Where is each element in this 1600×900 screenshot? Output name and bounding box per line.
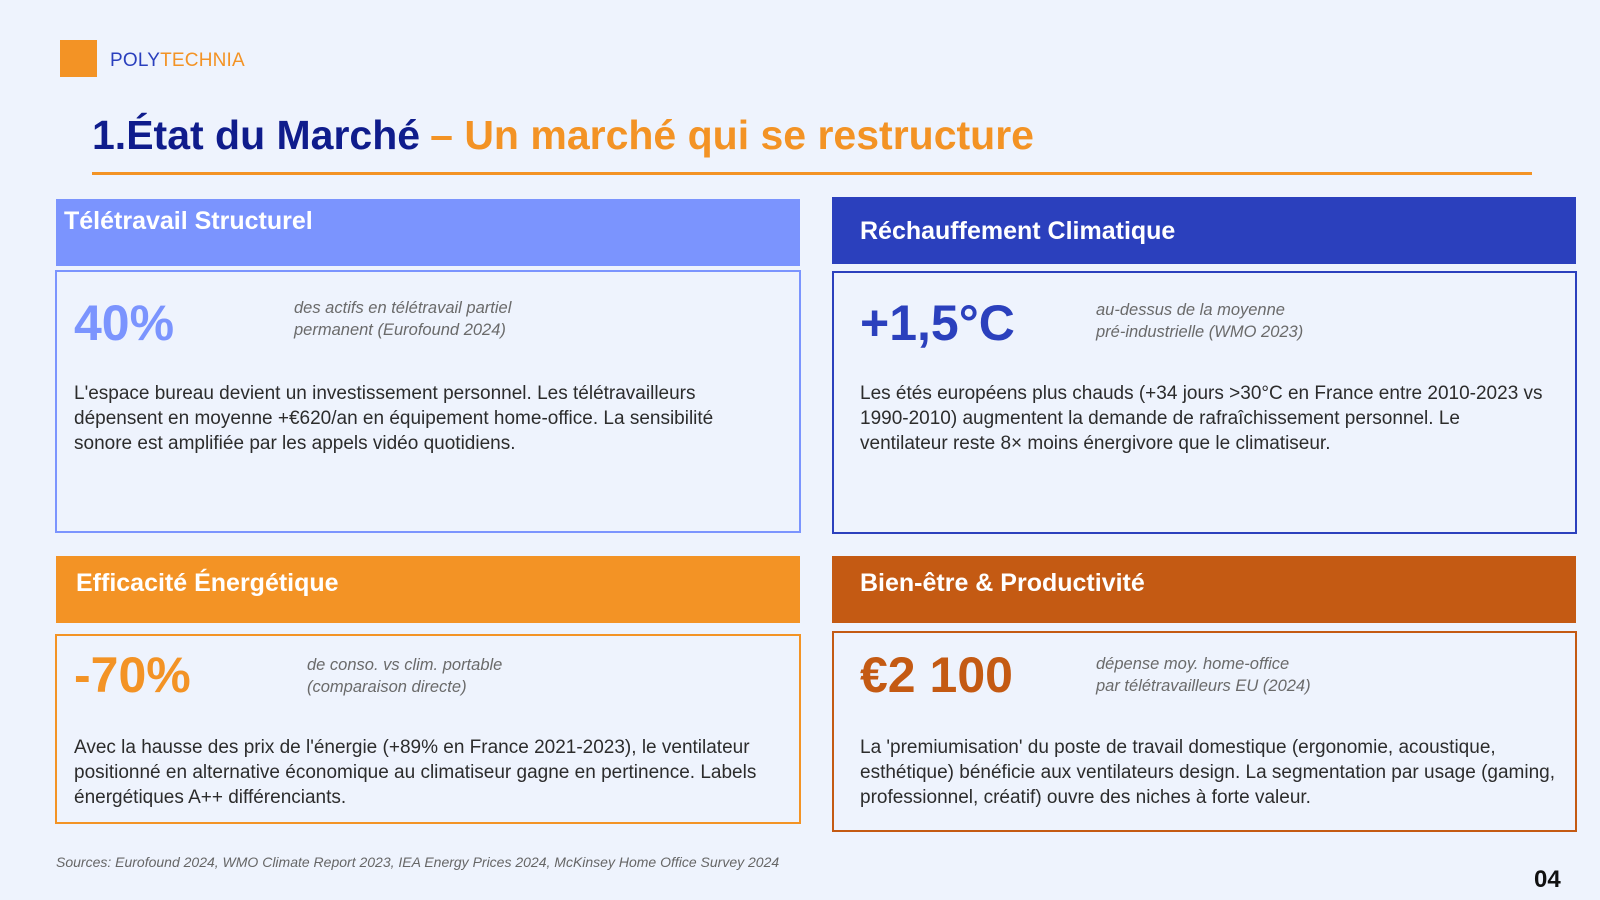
- card-bienetre-note-line2: par télétravailleurs EU (2024): [1096, 677, 1311, 695]
- card-energie-body: [55, 634, 801, 824]
- page-number: 04: [1534, 866, 1561, 893]
- logo-mark: [60, 40, 97, 77]
- card-climat-note-line1: au-dessus de la moyenne: [1096, 301, 1285, 319]
- card-climat-note: [1096, 299, 1303, 343]
- card-bienetre-note-line1: dépense moy. home-office: [1096, 655, 1290, 673]
- slide-title-subtitle: Un marché qui se restructure: [464, 112, 1034, 158]
- card-energie-note-line2: (comparaison directe): [307, 678, 467, 696]
- card-climat-stat: +1,5°C: [860, 295, 1015, 351]
- card-bienetre-body: [832, 631, 1577, 832]
- brand-logo: [110, 50, 245, 72]
- card-climat-header: Réchauffement Climatique: [832, 197, 1576, 264]
- card-energie-note: [307, 654, 502, 698]
- card-energie-header: Efficacité Énergétique: [56, 556, 800, 623]
- card-teletravail-note: [294, 297, 511, 341]
- card-teletravail-stat: 40%: [74, 295, 175, 351]
- card-bienetre-stat: €2 100: [860, 647, 1013, 703]
- card-bienetre-header: Bien-être & Productivité: [832, 556, 1576, 623]
- card-bienetre-text: La 'premiumisation' du poste de travail domestique (ergonomie, acoustique, esthétique) bénéficie aux ventilateurs design. La segmentation par usage (gaming, professionnel, créatif) ouvre des niches à forte valeur.: [860, 737, 1555, 808]
- card-climat-body: [832, 271, 1577, 534]
- brand-name-part2: TECHNIA: [160, 50, 245, 71]
- title-underline: [92, 172, 1532, 175]
- card-climat-text: Les étés européens plus chauds (+34 jours >30°C en France entre 2010-2023 vs 1990-2010) augmentent la demande de rafraîchissement personnel. Le ventilateur reste 8× moins énergivore que le climatiseur.: [860, 383, 1543, 454]
- card-bienetre-note: [1096, 653, 1311, 697]
- slide-title: [92, 112, 1034, 159]
- slide-title-separator: –: [430, 112, 453, 158]
- card-teletravail-note-line2: permanent (Eurofound 2024): [294, 321, 506, 339]
- card-teletravail-text: L'espace bureau devient un investissement personnel. Les télétravailleurs dépensent en moyenne +€620/an en équipement home-office. La sensibilité sonore est amplifiée par les appels vidéo quotidiens.: [74, 383, 714, 454]
- slide-title-main: 1.État du Marché: [92, 112, 421, 158]
- card-climat-note-line2: pré-industrielle (WMO 2023): [1096, 323, 1304, 341]
- card-teletravail-header: Télétravail Structurel: [56, 199, 800, 266]
- card-energie-text: Avec la hausse des prix de l'énergie (+89% en France 2021-2023), le ventilateur positionné en alternative économique au climatiseur gagne en pertinence. Labels énergétiques A++ différenciants.: [74, 737, 757, 808]
- card-teletravail-body: [55, 270, 801, 533]
- sources-footnote: Sources: Eurofound 2024, WMO Climate Report 2023, IEA Energy Prices 2024, McKinsey Home Office Survey 2024: [56, 854, 780, 870]
- card-energie-note-line1: de conso. vs clim. portable: [307, 656, 503, 674]
- brand-name-part1: POLY: [110, 50, 161, 71]
- card-energie-stat: -70%: [74, 647, 191, 703]
- card-teletravail-note-line1: des actifs en télétravail partiel: [294, 299, 512, 317]
